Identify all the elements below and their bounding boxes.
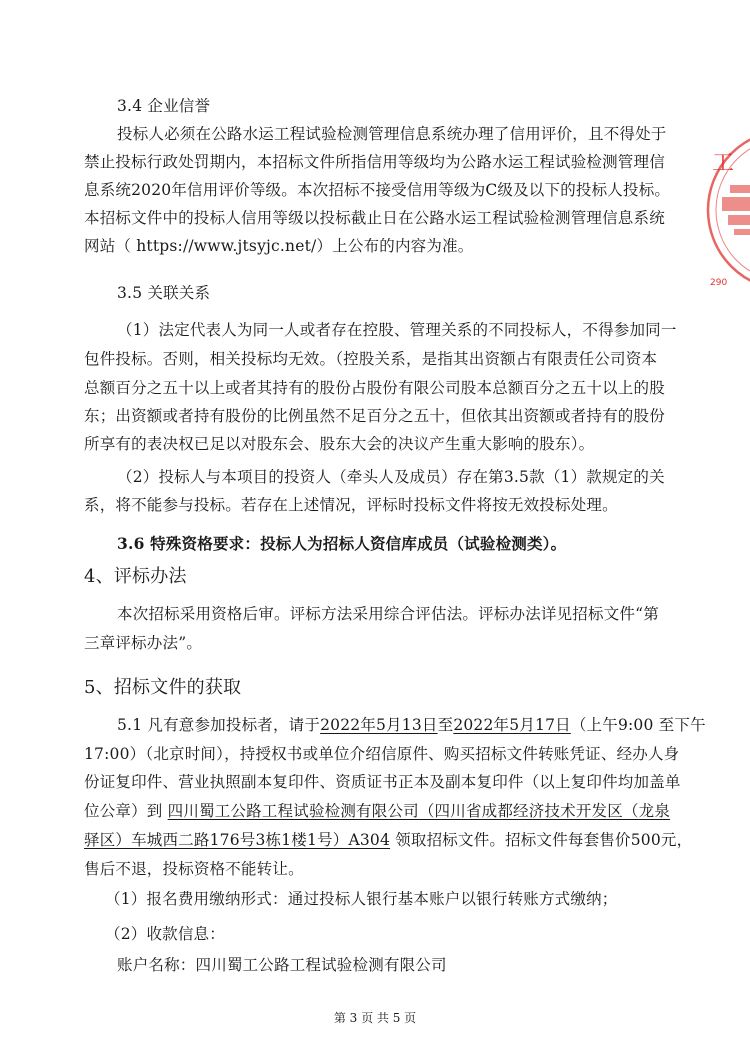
text-span: 领取招标文件。招标文件每套售价500元， (390, 831, 693, 849)
section-4-heading: 4、评标办法 (84, 566, 187, 587)
list-item: （2）收款信息： (105, 925, 225, 943)
end-date: 2022年5月17日 (453, 716, 571, 734)
paragraph-line: 本次招标采用资格后审。评标方法采用综合评估法。评标办法详见招标文件“第 (117, 605, 659, 623)
text-span: 位公章）到 (84, 802, 168, 820)
paragraph-line (117, 715, 706, 735)
paragraph-line: 系，将不能参与投标。若存在上述情况，评标时投标文件将按无效投标处理。 (84, 496, 618, 514)
paragraph-line: 本招标文件中的投标人信用等级以投标截止日在公路水运工程试验检测管理信息系统 (84, 209, 665, 227)
seal-char: 工 (712, 151, 735, 176)
paragraph-line (84, 830, 692, 850)
address-underlined: 四川蜀工公路工程试验检测有限公司（四川省成都经济技术开发区（龙泉 (167, 802, 671, 820)
paragraph-line: 售后不退，投标资格不能转让。 (84, 860, 304, 878)
start-date: 2022年5月13日 (320, 716, 438, 734)
address-underlined: 驿区）车城西二路176号3栋1楼1号）A304 (84, 831, 391, 849)
text-span: （上午9:00 至下午 (570, 716, 706, 734)
section-3-5-heading: 3.5 关联关系 (117, 284, 211, 302)
paragraph-line: 包件投标。否则，相关投标均无效。（控股关系，是指其出资额占有限责任公司资本 (84, 350, 658, 368)
list-item: （1）报名费用缴纳形式：通过投标人银行基本账户以银行转账方式缴纳； (105, 890, 618, 908)
section-3-6-heading: 3.6 特殊资格要求：投标人为招标人资信库成员（试验检测类）。 (117, 534, 567, 553)
paragraph-line (84, 801, 670, 821)
paragraph-line: 所享有的表决权已足以对股东会、股东大会的决议产生重大影响的股东）。 (84, 435, 595, 453)
paragraph-line: 禁止投标行政处罚期内，本招标文件所指信用等级均为公路水运工程试验检测管理信 (84, 153, 665, 171)
paragraph-line: 东；出资额或者持有股份的比例虽然不足百分之五十，但依其出资额或者持有的股份 (84, 407, 665, 425)
paragraph-line: 息系统2020年信用评价等级。本次招标不接受信用等级为C级及以下的投标人投标。 (84, 181, 671, 199)
text-span: 5.1 凡有意参加投标者，请于 (117, 716, 321, 734)
paragraph-line: 17:00）（北京时间），持授权书或单位介绍信原件、购买招标文件转账凭证、经办人身 (84, 745, 680, 763)
paragraph-line: 总额百分之五十以上或者其持有的股份占股份有限公司股本总额百分之五十以上的股 (84, 379, 665, 397)
paragraph-line: 份证复印件、营业执照副本复印件、资质证书正本及副本复印件（以上复印件均加盖单 (84, 773, 681, 791)
paragraph-line: （2）投标人与本项目的投资人（牵头人及成员）存在第3.5款（1）款规定的关 (117, 468, 665, 486)
section-3-4-heading: 3.4 企业信誉 (117, 97, 211, 115)
seal-number: 290 (710, 278, 728, 288)
paragraph-line: 网站（ https://www.jtsyjc.net/）上公布的内容为准。 (84, 237, 474, 255)
paragraph-line: 投标人必须在公路水运工程试验检测管理信息系统办理了信用评价，且不得处于 (117, 125, 667, 143)
page-footer: 第 3 页 共 5 页 (333, 1011, 417, 1025)
company-seal-stamp (700, 125, 750, 305)
section-5-heading: 5、招标文件的获取 (84, 677, 242, 698)
paragraph-line: 三章评标办法”。 (84, 634, 203, 652)
account-name: 账户名称：四川蜀工公路工程试验检测有限公司 (117, 956, 447, 974)
text-span: 至 (437, 716, 454, 734)
paragraph-line: （1）法定代表人为同一人或者存在控股、管理关系的不同投标人，不得参加同一 (117, 321, 677, 339)
